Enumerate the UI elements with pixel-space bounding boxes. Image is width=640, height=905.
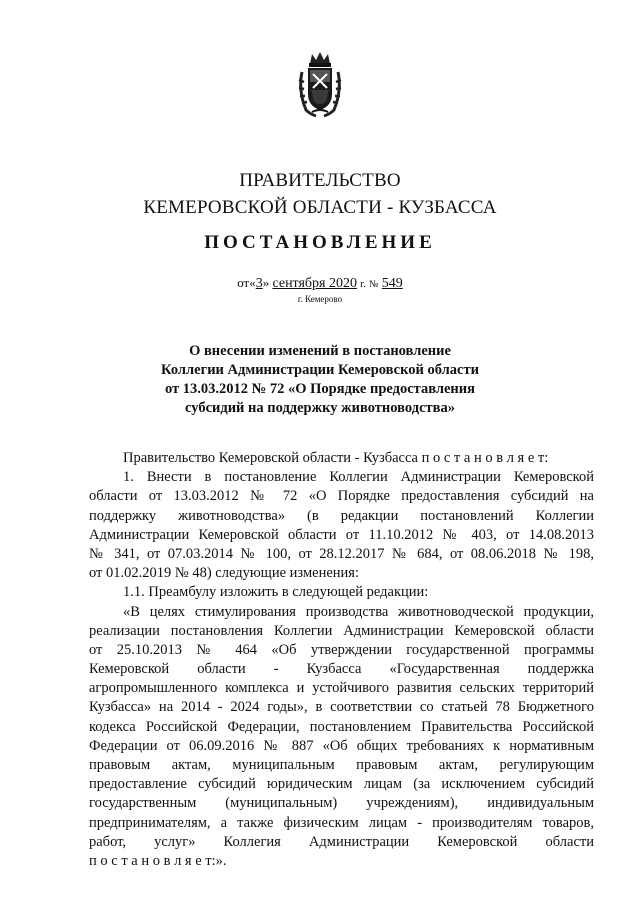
date-day: 3	[255, 276, 263, 291]
city-name: г. Кемерово	[297, 294, 343, 304]
date-number-line	[0, 275, 640, 292]
body-line: реализации постановления Коллегии Администрации Кемеровской области	[89, 622, 594, 639]
body-line: правовым актам, муниципальным правовым актам, регулирующим	[89, 757, 594, 773]
body-line: государственным (муниципальным) учреждениям), индивидуальным	[89, 795, 594, 812]
body-line: предпринимателям, а также физическим лицам - производителям товаров,	[89, 814, 594, 831]
body-line: Федерации от 06.09.2016 № 887 «Об общих требованиях к нормативным	[89, 737, 594, 754]
year-suffix: г.	[360, 279, 366, 290]
heading-line: О внесении изменений в постановление	[189, 343, 451, 359]
body-line: 1.1. Преамбулу изложить в следующей редакции:	[123, 584, 429, 601]
date-prefix: от«	[237, 275, 256, 290]
body-line: от 01.02.2019 № 48) следующие изменения:	[89, 565, 359, 582]
body-line: п о с т а н о в л я е т:».	[89, 852, 227, 869]
body-line: Администрации Кемеровской области от 11.10.2012 № 403, от 14.08.2013	[89, 526, 594, 543]
body-line: Кузбасса» на 2014 - 2024 годы», в соответствии со статьей 78 Бюджетного	[89, 699, 594, 716]
government-name-line-2: КЕМЕРОВСКОЙ ОБЛАСТИ - КУЗБАССА	[143, 197, 497, 218]
coat-of-arms-emblem	[296, 50, 344, 118]
body-line: области от 13.03.2012 № 72 «О Порядке предоставления субсидий на	[89, 488, 594, 505]
body-line: агропромышленного комплекса и устойчивого развития сельских территорий	[89, 680, 594, 697]
body-line: предоставление субсидий юридическим лицам (за исключением субсидий	[89, 776, 594, 793]
government-name-line-1: ПРАВИТЕЛЬСТВО	[239, 170, 401, 191]
document-number: 549	[381, 276, 403, 291]
heading-line: субсидий на поддержку животноводства»	[185, 400, 455, 416]
body-line: работ, услуг» Коллегия Администрации Кемеровской области	[89, 833, 594, 850]
heading-line: от 13.03.2012 № 72 «О Порядке предоставления	[165, 381, 475, 397]
resolution-heading	[120, 342, 520, 418]
heading-line: Коллегии Администрации Кемеровской области	[161, 362, 479, 378]
number-prefix: №	[368, 279, 379, 290]
resolution-body	[89, 449, 594, 871]
date-day-close: »	[262, 275, 270, 290]
body-line: 1. Внести в постановление Коллегии Администрации Кемеровской	[123, 469, 594, 486]
document-type-title: ПОСТАНОВЛЕНИЕ	[204, 232, 436, 253]
body-line: № 341, от 07.03.2014 № 100, от 28.12.2017 № 684, от 08.06.2018 № 198,	[89, 545, 594, 562]
body-line: кодекса Российской Федерации, постановлением Правительства Российской	[89, 718, 594, 735]
body-line: Кемеровской области - Кузбасса «Государственная поддержка	[89, 661, 594, 678]
body-line: Правительство Кемеровской области - Кузбасса п о с т а н о в л я е т:	[123, 450, 549, 466]
date-month-year: сентября 2020	[272, 276, 357, 291]
body-line: поддержку животноводства» (в редакции постановлений Коллегии	[89, 507, 594, 524]
body-line: «В целях стимулирования производства животноводческой продукции,	[123, 603, 594, 620]
body-line: от 25.10.2013 № 464 «Об утверждении государственной программы	[89, 641, 594, 658]
